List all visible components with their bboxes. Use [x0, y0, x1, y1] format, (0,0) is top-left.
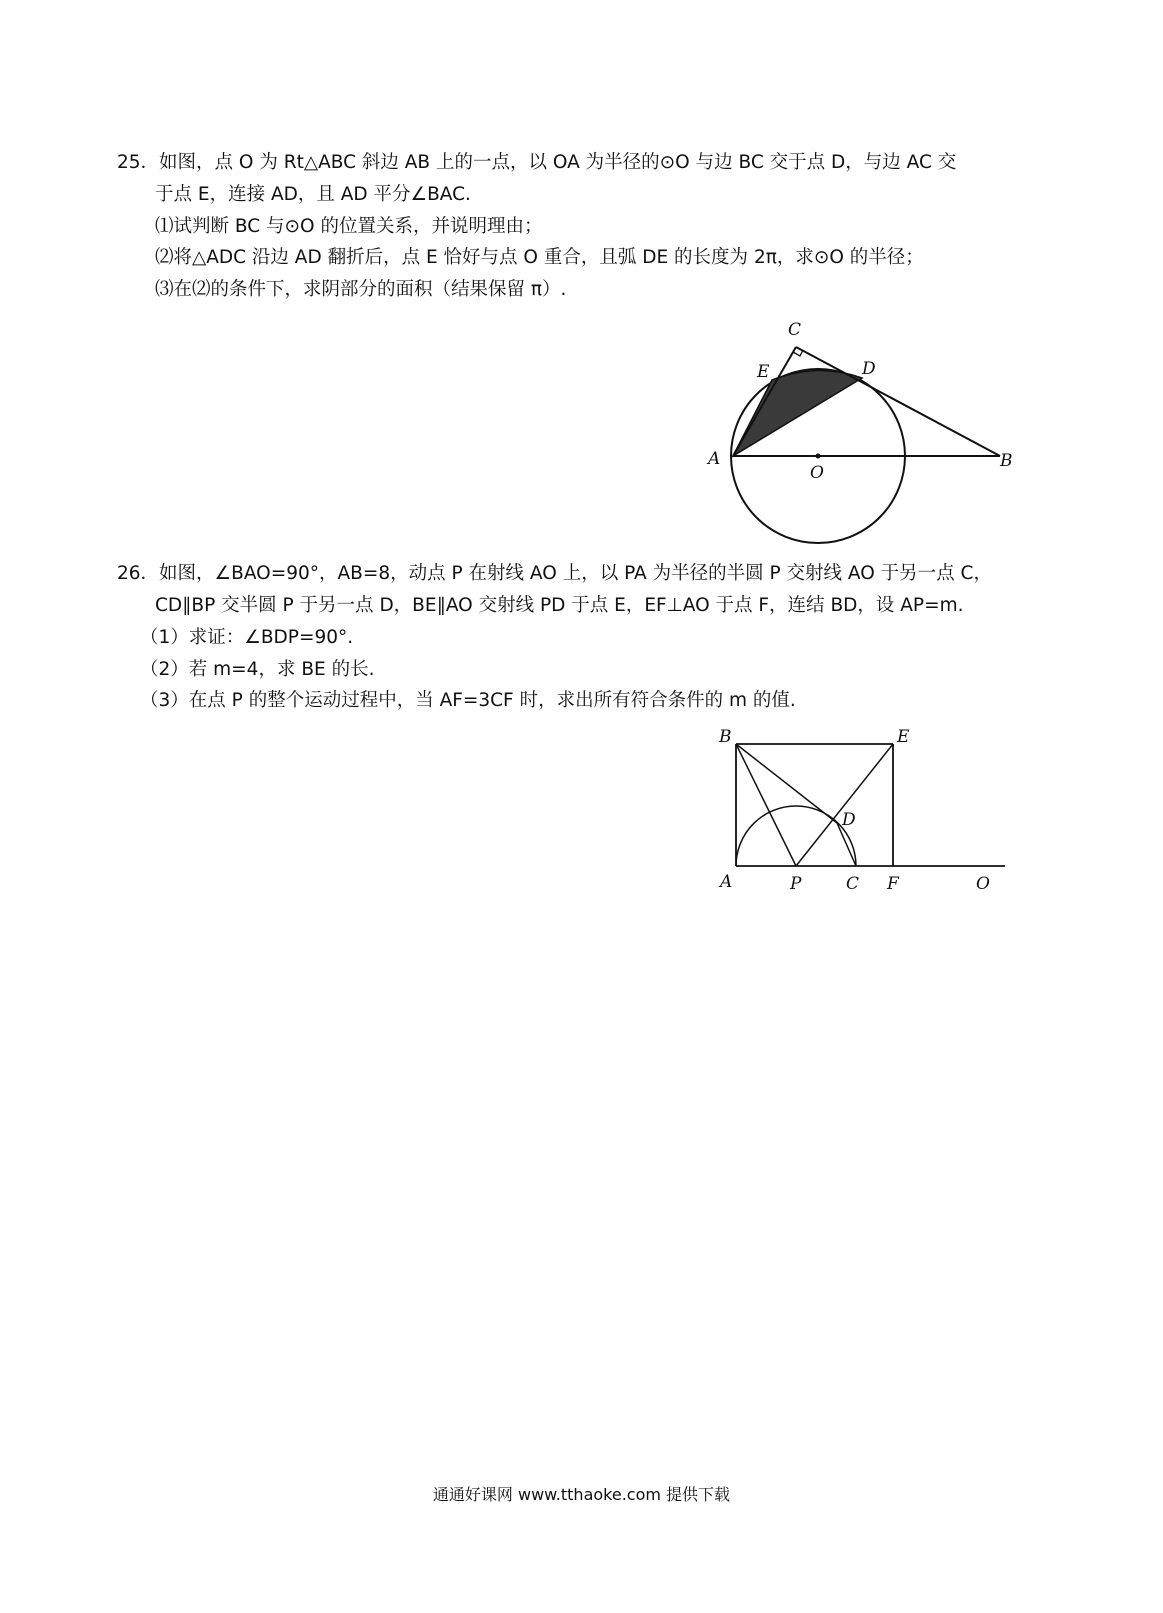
label-c: C: [846, 874, 860, 894]
segment-cb: [796, 347, 1000, 456]
label-b: B: [719, 727, 732, 747]
label-c: C: [788, 320, 802, 340]
label-e: E: [757, 362, 770, 382]
q26-part2: （2）若 m=4，求 BE 的长.: [140, 659, 375, 680]
segment-pe: [796, 744, 893, 866]
semicircle-p: [736, 806, 856, 866]
q25-figure: [690, 310, 1030, 545]
label-e: E: [897, 727, 910, 747]
label-o: O: [810, 463, 824, 483]
label-a: A: [708, 449, 721, 469]
label-b: B: [1000, 451, 1013, 471]
q25-line1: 25．如图，点 O 为 Rt△ABC 斜边 AB 上的一点，以 OA 为半径的⊙O 与边 BC 交于点 D，与边 AC 交: [117, 152, 957, 173]
label-f: F: [887, 874, 899, 894]
page-footer: 通通好课网 www.tthaoke.com 提供下载: [432, 1485, 731, 1504]
q26-line1: 26．如图，∠BAO=90°，AB=8，动点 P 在射线 AO 上，以 PA 为半径的半圆 P 交射线 AO 于另一点 C，: [117, 563, 992, 584]
q25-part1: ⑴试判断 BC 与⊙O 的位置关系，并说明理由；: [155, 216, 543, 237]
point-o: [816, 454, 821, 459]
shaded-region: [733, 370, 862, 456]
label-d: D: [842, 810, 856, 830]
q25-part3: ⑶在⑵的条件下，求阴部分的面积（结果保留 π）.: [155, 279, 567, 300]
q25-part2: ⑵将△ADC 沿边 AD 翻折后，点 E 恰好与点 O 重合，且弧 DE 的长度为 2π，求⊙O 的半径；: [155, 247, 924, 268]
label-d: D: [862, 359, 876, 379]
q26-part1: （1）求证：∠BDP=90°.: [140, 627, 354, 648]
q25-line2: 于点 E，连接 AD，且 AD 平分∠BAC.: [155, 184, 471, 205]
label-p: P: [790, 874, 802, 894]
q26-figure: [710, 722, 1010, 897]
label-o: O: [976, 874, 990, 894]
q26-part3: （3）在点 P 的整个运动过程中，当 AF=3CF 时，求出所有符合条件的 m 的值.: [140, 690, 796, 711]
label-a: A: [720, 872, 733, 892]
segment-bd: [736, 744, 837, 823]
segment-bp: [736, 744, 796, 866]
q26-line2: CD∥BP 交半圆 P 于另一点 D，BE∥AO 交射线 PD 于点 E，EF⊥AO 于点 F，连结 BD，设 AP=m.: [155, 595, 964, 616]
